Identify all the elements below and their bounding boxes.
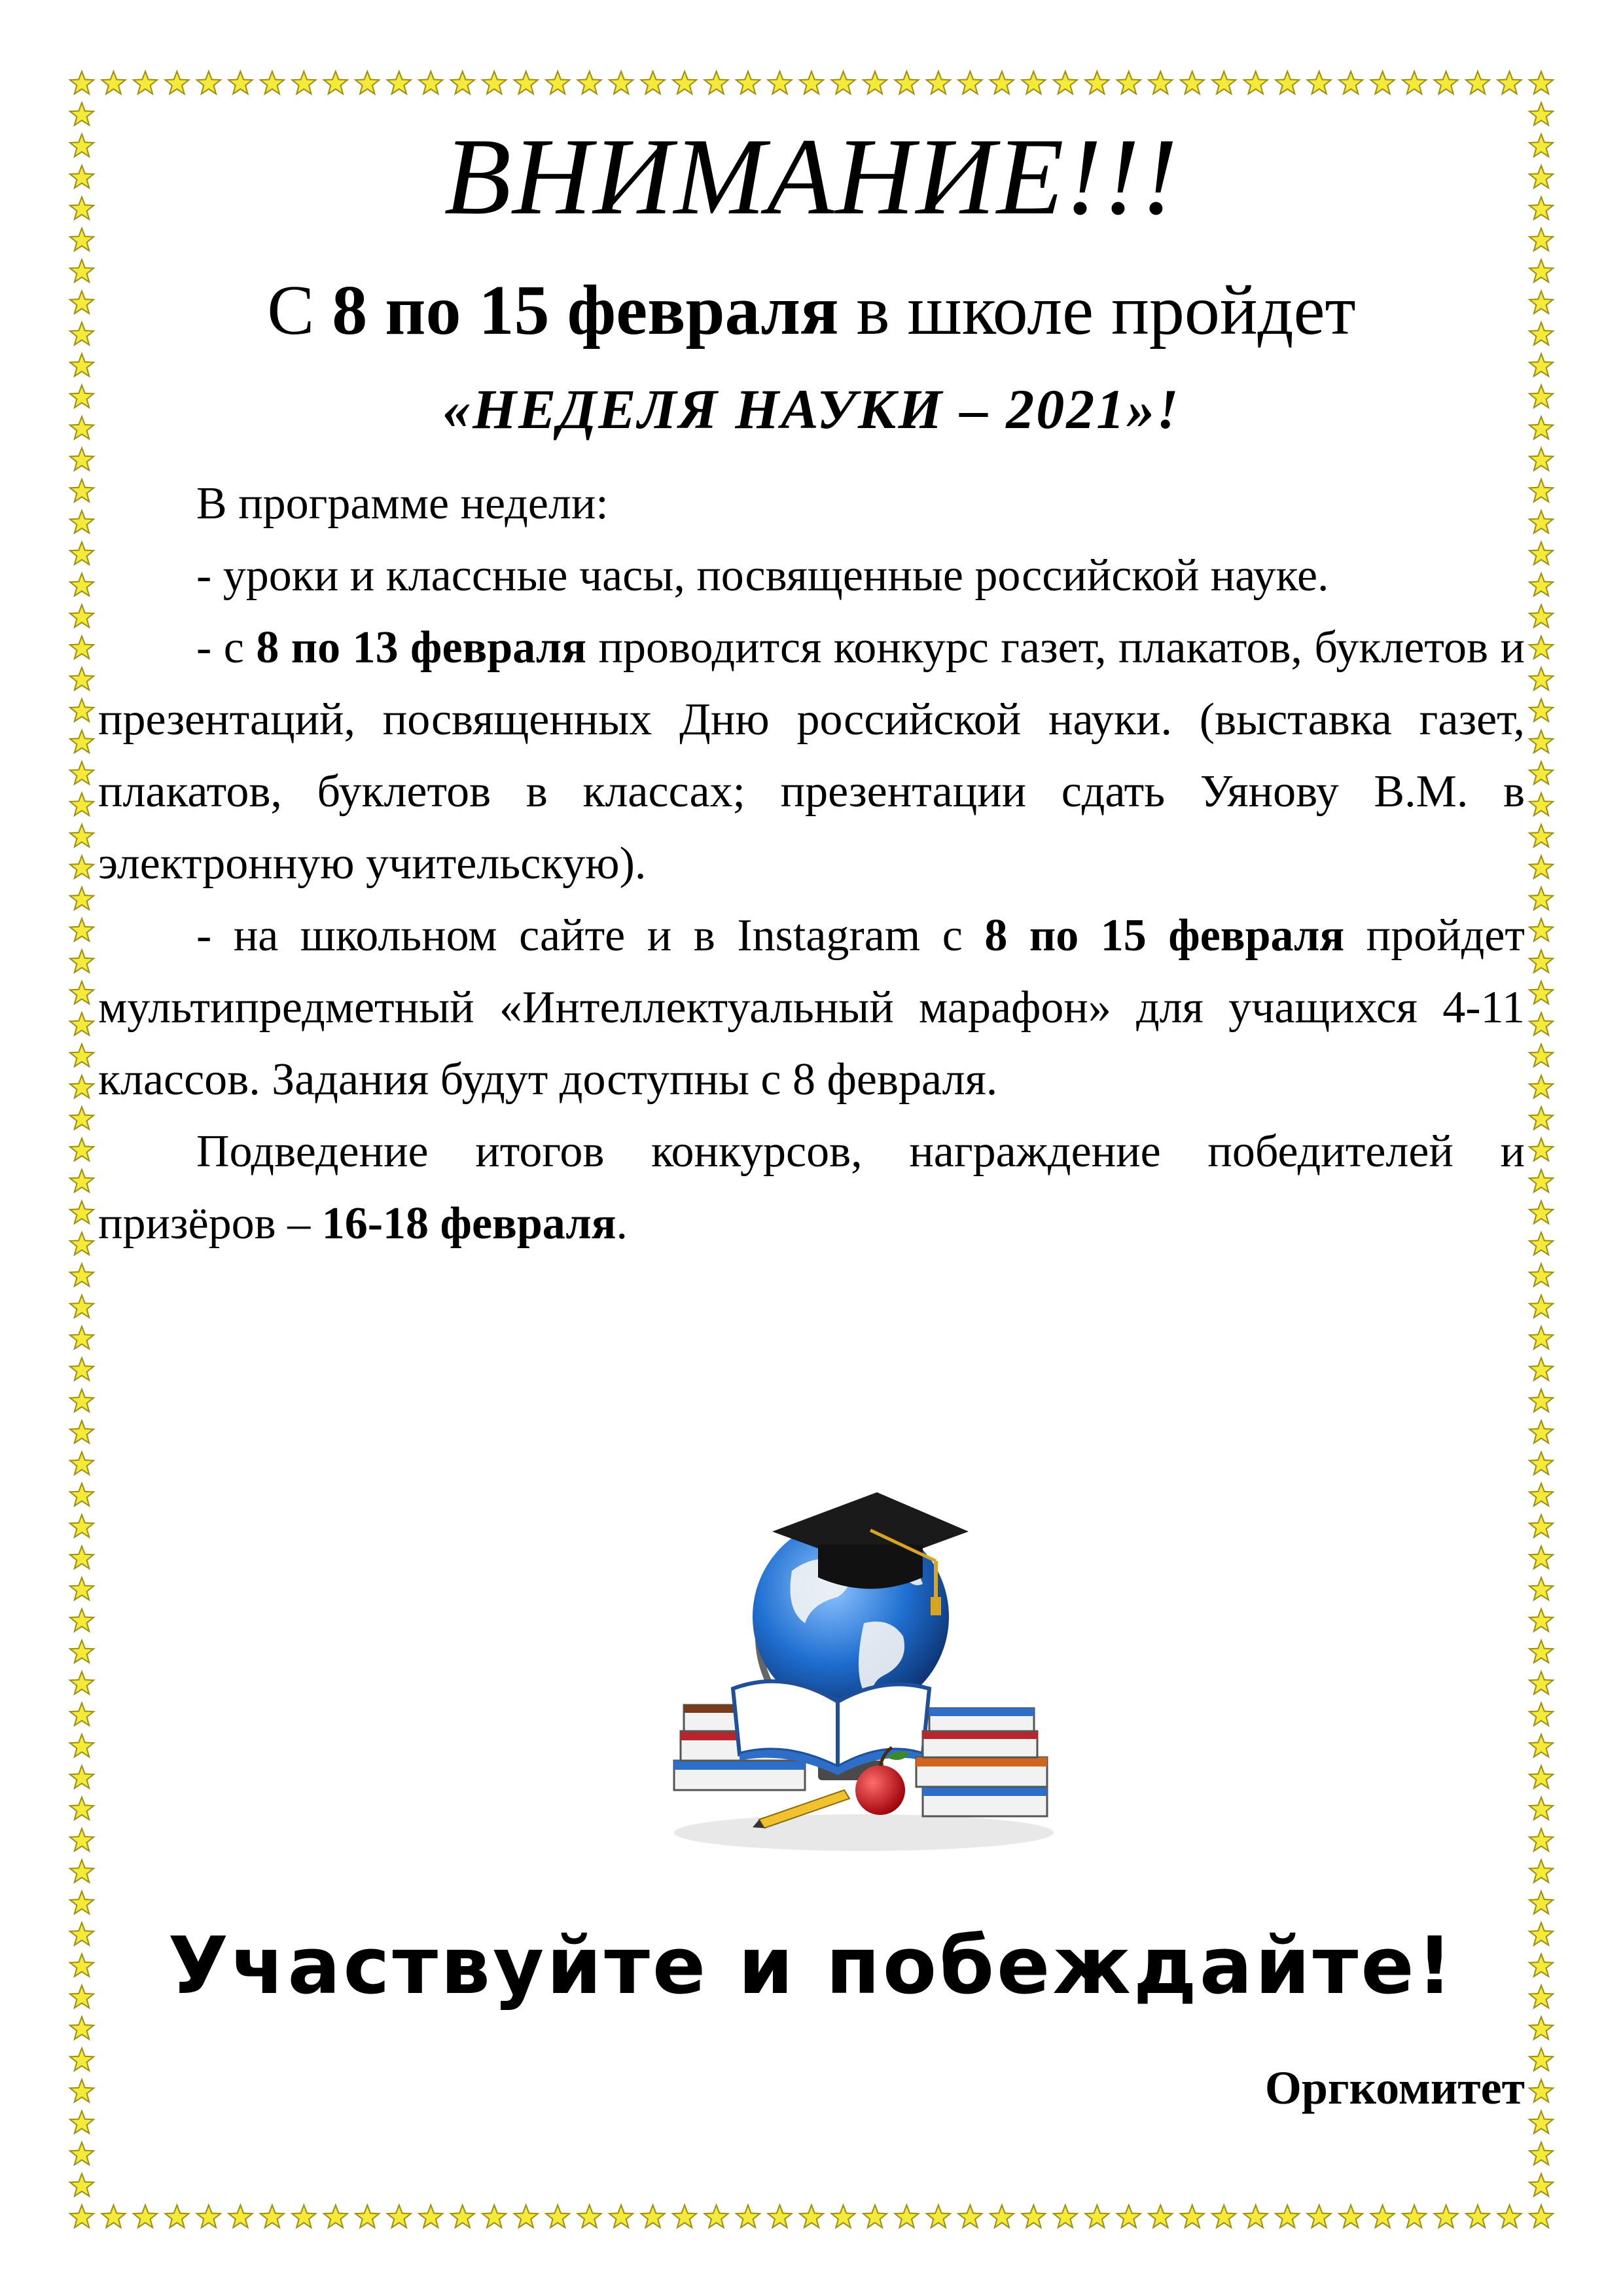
border-star-icon xyxy=(70,762,94,784)
border-star-icon xyxy=(70,730,94,753)
border-star-icon xyxy=(1498,2205,1522,2227)
border-star-icon xyxy=(260,71,284,94)
border-star-icon xyxy=(1529,1452,1553,1474)
border-star-icon xyxy=(70,1138,94,1160)
border-star-icon xyxy=(70,1766,94,1788)
border-star-icon xyxy=(1529,1390,1553,1412)
border-star-icon xyxy=(70,918,94,941)
border-star-icon xyxy=(70,605,94,627)
border-star-icon xyxy=(514,71,538,94)
border-star-icon xyxy=(1529,1829,1553,1851)
results-prefix: Подведение итогов конкурсов, награждение победителей и призёров – xyxy=(98,1126,1525,1249)
border-star-icon xyxy=(927,71,950,94)
border-star-icon xyxy=(1529,1327,1553,1349)
border-star-icon xyxy=(1529,1672,1553,1694)
border-star-icon xyxy=(165,71,188,94)
border-star-icon xyxy=(831,2205,855,2227)
border-star-icon xyxy=(1275,71,1299,94)
border-star-icon xyxy=(70,1107,94,1129)
results-dates: 16-18 февраля xyxy=(321,1198,616,1249)
event-name: «НЕДЕЛЯ НАУКИ – 2021»! xyxy=(442,378,1181,440)
border-star-icon xyxy=(705,2205,728,2227)
marathon-text: пройдет мультипредметный «Интеллектуальный марафон» для учащихся 4-11 классов. Задания будут доступны с 8 февраля. xyxy=(98,910,1525,1105)
border-star-icon xyxy=(387,2205,411,2227)
border-star-icon xyxy=(165,2205,188,2227)
border-star-icon xyxy=(1339,2205,1363,2227)
border-star-icon xyxy=(578,2205,601,2227)
border-star-icon xyxy=(705,71,728,94)
border-star-icon xyxy=(70,1013,94,1035)
border-star-icon xyxy=(800,71,823,94)
border-star-icon xyxy=(641,71,665,94)
border-star-icon xyxy=(70,1734,94,1757)
border-star-icon xyxy=(1529,1546,1553,1568)
border-star-icon xyxy=(70,448,94,470)
border-star-icon xyxy=(70,825,94,847)
border-star-icon xyxy=(1529,1703,1553,1725)
border-star-icon xyxy=(70,950,94,972)
border-star-icon xyxy=(609,71,633,94)
border-star-icon xyxy=(70,1327,94,1349)
border-star-icon xyxy=(1529,2205,1553,2227)
border-star-icon xyxy=(1339,71,1363,94)
border-star-icon xyxy=(70,1170,94,1192)
border-star-icon xyxy=(1054,71,1077,94)
border-star-icon xyxy=(1529,888,1553,910)
border-star-icon xyxy=(1212,71,1236,94)
border-star-icon xyxy=(451,2205,474,2227)
border-star-icon xyxy=(1529,1075,1553,1098)
border-star-icon xyxy=(1149,2205,1172,2227)
border-star-icon xyxy=(1529,1107,1553,1129)
border-star-icon xyxy=(1529,605,1553,627)
border-star-icon xyxy=(1529,2079,1553,2102)
border-star-icon xyxy=(768,71,792,94)
border-star-icon xyxy=(1054,2205,1077,2227)
border-star-icon xyxy=(70,1860,94,1882)
border-star-icon xyxy=(1117,2205,1141,2227)
border-star-icon xyxy=(70,1201,94,1223)
border-star-icon xyxy=(70,1390,94,1412)
border-star-icon xyxy=(673,2205,696,2227)
border-star-icon xyxy=(1529,479,1553,501)
border-star-icon xyxy=(70,2142,94,2164)
contest-text: проводится конкурс газет, плакатов, буклетов и презентаций, посвященных Дню российской науки. (выставка газет, плакатов, буклетов в классах; презентации сдать Уянову В.М. в электронную учительскую). xyxy=(98,622,1525,889)
border-star-icon xyxy=(1529,1138,1553,1160)
border-star-icon xyxy=(1529,1577,1553,1600)
border-star-icon xyxy=(546,2205,569,2227)
border-star-icon xyxy=(355,71,379,94)
border-star-icon xyxy=(70,1546,94,1568)
program-results xyxy=(98,1116,1525,1260)
border-star-icon xyxy=(70,511,94,533)
results-suffix: . xyxy=(616,1198,628,1249)
border-star-icon xyxy=(1181,71,1204,94)
border-star-icon xyxy=(768,2205,792,2227)
border-star-icon xyxy=(1308,71,1331,94)
border-star-icon xyxy=(70,1452,94,1474)
border-star-icon xyxy=(800,2205,823,2227)
border-star-icon xyxy=(70,1075,94,1098)
border-star-icon xyxy=(70,1044,94,1066)
border-star-icon xyxy=(70,888,94,910)
border-star-icon xyxy=(1244,2205,1268,2227)
border-star-icon xyxy=(101,2205,125,2227)
program-intro: В программе недели: xyxy=(196,478,609,529)
border-star-icon xyxy=(1529,511,1553,533)
border-star-icon xyxy=(1529,918,1553,941)
border-star-icon xyxy=(70,1483,94,1505)
border-star-icon xyxy=(736,2205,760,2227)
border-star-icon xyxy=(1308,2205,1331,2227)
border-star-icon xyxy=(1435,71,1458,94)
border-star-icon xyxy=(863,71,887,94)
border-star-icon xyxy=(673,71,696,94)
border-star-icon xyxy=(70,981,94,1003)
border-star-icon xyxy=(419,71,442,94)
border-star-icon xyxy=(387,71,411,94)
border-star-icon xyxy=(1244,71,1268,94)
border-star-icon xyxy=(70,1358,94,1380)
border-star-icon xyxy=(70,1703,94,1725)
border-star-icon xyxy=(1529,1515,1553,1537)
border-star-icon xyxy=(895,2205,918,2227)
border-star-icon xyxy=(1529,1358,1553,1380)
contest-prefix: - с xyxy=(196,622,257,673)
border-star-icon xyxy=(101,71,125,94)
border-star-icon xyxy=(1529,1860,1553,1882)
border-star-icon xyxy=(70,2174,94,2196)
border-star-icon xyxy=(482,2205,506,2227)
border-star-icon xyxy=(1149,71,1172,94)
border-star-icon xyxy=(1529,2017,1553,2039)
border-star-icon xyxy=(831,71,855,94)
border-star-icon xyxy=(736,71,760,94)
border-star-icon xyxy=(260,2205,284,2227)
border-star-icon xyxy=(70,1640,94,1662)
intro-prefix: С xyxy=(267,272,332,350)
book-stack-right-icon xyxy=(916,1708,1047,1816)
border-star-icon xyxy=(1529,1640,1553,1662)
border-star-icon xyxy=(1529,2048,1553,2070)
border-star-icon xyxy=(609,2205,633,2227)
border-star-icon xyxy=(1529,2142,1553,2164)
border-star-icon xyxy=(1529,542,1553,564)
border-star-icon xyxy=(1529,1013,1553,1035)
marathon-dates: 8 по 15 февраля xyxy=(984,910,1345,961)
border-star-icon xyxy=(70,1515,94,1537)
border-star-icon xyxy=(134,2205,157,2227)
border-star-icon xyxy=(1466,71,1489,94)
border-star-icon xyxy=(70,699,94,721)
border-star-icon xyxy=(1529,730,1553,753)
border-star-icon xyxy=(70,1797,94,1820)
intro-suffix: в школе пройдет xyxy=(838,272,1356,350)
page-title: ВНИМАНИЕ!!! xyxy=(444,116,1179,238)
border-star-icon xyxy=(1529,1483,1553,1505)
border-star-icon xyxy=(1529,2174,1553,2196)
border-star-icon xyxy=(70,1295,94,1318)
border-star-icon xyxy=(927,2205,950,2227)
border-star-icon xyxy=(197,2205,221,2227)
marathon-prefix: - на школьном сайте и в Instagram с xyxy=(196,910,985,961)
border-star-icon xyxy=(228,2205,252,2227)
border-star-icon xyxy=(1529,950,1553,972)
border-star-icon xyxy=(1529,1295,1553,1318)
border-star-icon xyxy=(324,2205,348,2227)
intro-line xyxy=(0,268,1623,353)
border-star-icon xyxy=(1529,636,1553,658)
border-star-icon xyxy=(228,71,252,94)
border-star-icon xyxy=(641,2205,665,2227)
border-star-icon xyxy=(1022,2205,1045,2227)
border-star-icon xyxy=(990,2205,1014,2227)
border-star-icon xyxy=(70,1609,94,1631)
border-star-icon xyxy=(70,2205,94,2227)
border-star-icon xyxy=(1529,856,1553,878)
border-star-icon xyxy=(1529,1766,1553,1788)
border-star-icon xyxy=(70,1232,94,1255)
border-star-icon xyxy=(1529,1421,1553,1443)
border-star-icon xyxy=(1529,1734,1553,1757)
border-star-icon xyxy=(70,1829,94,1851)
border-star-icon xyxy=(324,71,348,94)
intro-dates: 8 по 15 февраля xyxy=(332,272,839,350)
border-star-icon xyxy=(419,2205,442,2227)
border-star-icon xyxy=(70,668,94,690)
border-star-icon xyxy=(578,71,601,94)
border-star-icon xyxy=(1181,2205,1204,2227)
border-star-icon xyxy=(1529,825,1553,847)
border-star-icon xyxy=(70,479,94,501)
border-star-icon xyxy=(70,1264,94,1286)
border-star-icon xyxy=(958,71,982,94)
border-star-icon xyxy=(1402,2205,1426,2227)
border-star-icon xyxy=(546,71,569,94)
border-star-icon xyxy=(863,2205,887,2227)
border-star-icon xyxy=(1402,71,1426,94)
border-star-icon xyxy=(1529,1892,1553,1914)
border-star-icon xyxy=(70,793,94,816)
border-star-icon xyxy=(1529,2111,1553,2133)
shadow xyxy=(674,1814,1054,1851)
border-star-icon xyxy=(70,1672,94,1694)
border-star-icon xyxy=(958,2205,982,2227)
border-star-icon xyxy=(1529,448,1553,470)
border-star-icon xyxy=(197,71,221,94)
border-star-icon xyxy=(1371,71,1395,94)
border-star-icon xyxy=(1529,573,1553,596)
border-star-icon xyxy=(1371,2205,1395,2227)
border-star-icon xyxy=(70,2017,94,2039)
border-star-icon xyxy=(1529,1797,1553,1820)
border-star-icon xyxy=(1022,71,1045,94)
border-star-icon xyxy=(70,636,94,658)
border-star-icon xyxy=(1435,2205,1458,2227)
border-star-icon xyxy=(1498,71,1522,94)
border-star-icon xyxy=(1529,668,1553,690)
border-star-icon xyxy=(1117,71,1141,94)
border-star-icon xyxy=(1529,793,1553,816)
border-star-icon xyxy=(1085,71,1109,94)
border-star-icon xyxy=(70,2079,94,2102)
border-star-icon xyxy=(482,71,506,94)
border-star-icon xyxy=(1466,2205,1489,2227)
science-illustration xyxy=(661,1492,1067,1859)
border-star-icon xyxy=(1085,2205,1109,2227)
border-star-icon xyxy=(1529,1044,1553,1066)
contest-dates: 8 по 13 февраля xyxy=(256,622,587,673)
border-star-icon xyxy=(292,71,315,94)
border-star-icon xyxy=(70,2111,94,2133)
border-star-icon xyxy=(1529,981,1553,1003)
border-star-icon xyxy=(70,1421,94,1443)
border-star-icon xyxy=(1529,71,1553,94)
border-star-icon xyxy=(70,856,94,878)
program-body xyxy=(98,468,1525,1260)
border-star-icon xyxy=(292,2205,315,2227)
border-star-icon xyxy=(1275,2205,1299,2227)
border-star-icon xyxy=(70,1892,94,1914)
signature: Оргкомитет xyxy=(1264,2062,1525,2114)
program-item-marathon xyxy=(98,900,1525,1116)
border-star-icon xyxy=(990,71,1014,94)
border-star-icon xyxy=(451,71,474,94)
border-star-icon xyxy=(1529,1609,1553,1631)
border-star-icon xyxy=(1529,699,1553,721)
border-star-icon xyxy=(1529,762,1553,784)
border-star-icon xyxy=(895,71,918,94)
border-star-icon xyxy=(70,542,94,564)
program-item-lessons: - уроки и классные часы, посвященные российской науке. xyxy=(196,550,1329,601)
border-star-icon xyxy=(70,2048,94,2070)
border-star-icon xyxy=(1529,1170,1553,1192)
border-star-icon xyxy=(134,71,157,94)
program-item-contest xyxy=(98,612,1525,900)
closing-slogan: Участвуйте и побеждайте! xyxy=(168,1921,1455,2012)
border-star-icon xyxy=(70,71,94,94)
border-star-icon xyxy=(355,2205,379,2227)
border-star-icon xyxy=(1212,2205,1236,2227)
border-star-icon xyxy=(1529,1264,1553,1286)
border-star-icon xyxy=(70,1577,94,1600)
border-star-icon xyxy=(514,2205,538,2227)
border-star-icon xyxy=(1529,1201,1553,1223)
border-star-icon xyxy=(70,573,94,596)
border-star-icon xyxy=(1529,1232,1553,1255)
